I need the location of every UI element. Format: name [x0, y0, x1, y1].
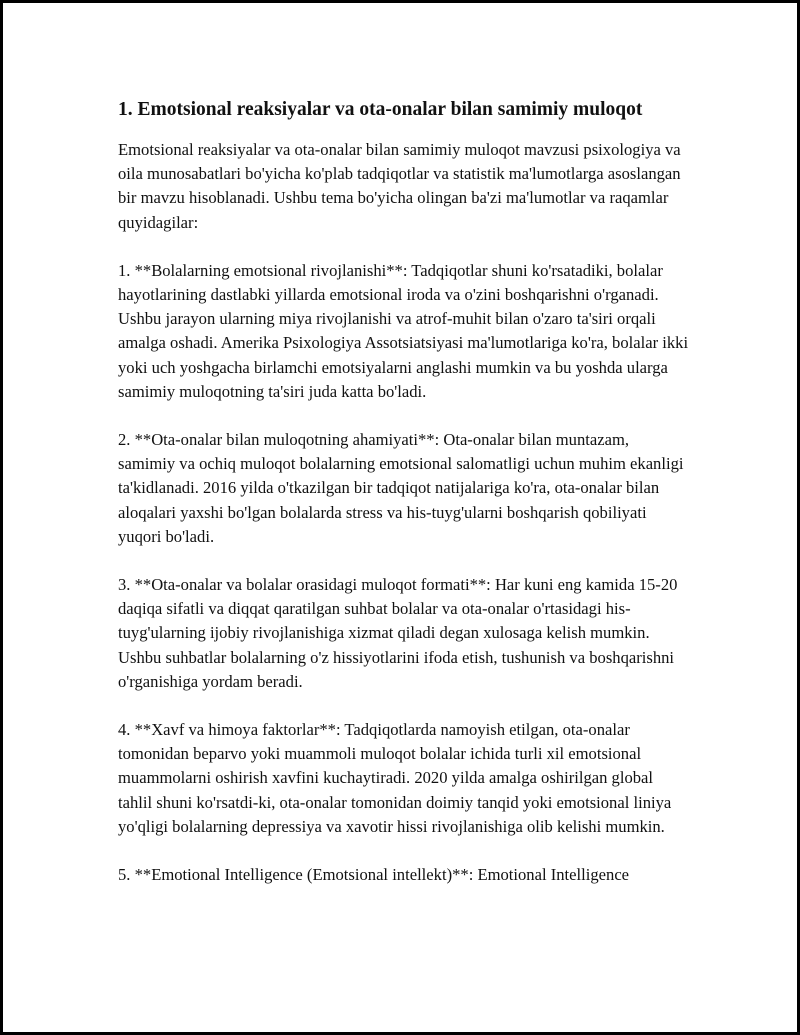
paragraph-item-3: 3. **Ota-onalar va bolalar orasidagi muloqot formati**: Har kuni eng kamida 15-20 daqiqa sifatli va diqqat qaratilgan suhbat bolalar va ota-onalar o'rtasidagi his-tuyg'ularning ijobiy rivojlanishiga xizmat qiladi degan xulosaga kelish mumkin. Ushbu suhbatlar bolalarning o'z hissiyotlarini ifoda etish, tushunish va boshqarishni o'rganishiga yordam beradi.: [118, 575, 678, 691]
paragraph-item-2: 2. **Ota-onalar bilan muloqotning ahamiyati**: Ota-onalar bilan muntazam, samimiy va ochiq muloqot bolalarning emotsional salomatligi uchun muhim ekanligi ta'kidlanadi. 2016 yilda o'tkazilgan bir tadqiqot natijalariga ko'ra, ota-onalar bilan aloqalari yaxshi bo'lgan bolalarda stress va his-tuyg'ularni boshqarish qobiliyati yuqori bo'ladi.: [118, 430, 684, 546]
document-title: 1. Emotsional reaksiyalar va ota-onalar bilan samimiy muloqot: [118, 99, 643, 120]
paragraph-intro: Emotsional reaksiyalar va ota-onalar bilan samimiy muloqot mavzusi psixologiya va oila munosabatlari bo'yicha ko'plab tadqiqotlar va statistik ma'lumotlarga asoslangan bir mavzu hisoblanadi. Ushbu tema bo'yicha olingan ba'zi ma'lumotlar va raqamlar quyidagilar:: [118, 140, 681, 232]
paragraph-item-4: 4. **Xavf va himoya faktorlar**: Tadqiqotlarda namoyish etilgan, ota-onalar tomonidan beparvo yoki muammoli muloqot bolalar ichida turli xil emotsional muammolarni oshirish xavfini kuchaytiradi. 2020 yilda amalga oshirilgan global tahlil shuni ko'rsatdi-ki, ota-onalar tomonidan doimiy tanqid yoki emotsional liniya yo'qligi bolalarning depressiya va xavotir hissi rivojlanishiga olib kelishi mumkin.: [118, 720, 672, 836]
paragraph-item-5: 5. **Emotional Intelligence (Emotsional intellekt)**: Emotional Intelligence: [118, 865, 630, 885]
document-body: [118, 96, 690, 887]
paragraph-item-1: 1. **Bolalarning emotsional rivojlanishi**: Tadqiqotlar shuni ko'rsatadiki, bolalar hayotlarining dastlabki yillarda emotsional iroda va o'zini boshqarishni o'rganadi. Ushbu jarayon ularning miya rivojlanishi va atrof-muhit bilan o'zaro ta'siri orqali amalga oshadi. Amerika Psixologiya Assotsiatsiyasi ma'lumotlariga ko'ra, bolalar ikki yoki uch yoshgacha birlamchi emotsiyalarni anglashi mumkin va bu yoshda ularga samimiy muloqotning ta'siri juda katta bo'ladi.: [118, 260, 689, 401]
